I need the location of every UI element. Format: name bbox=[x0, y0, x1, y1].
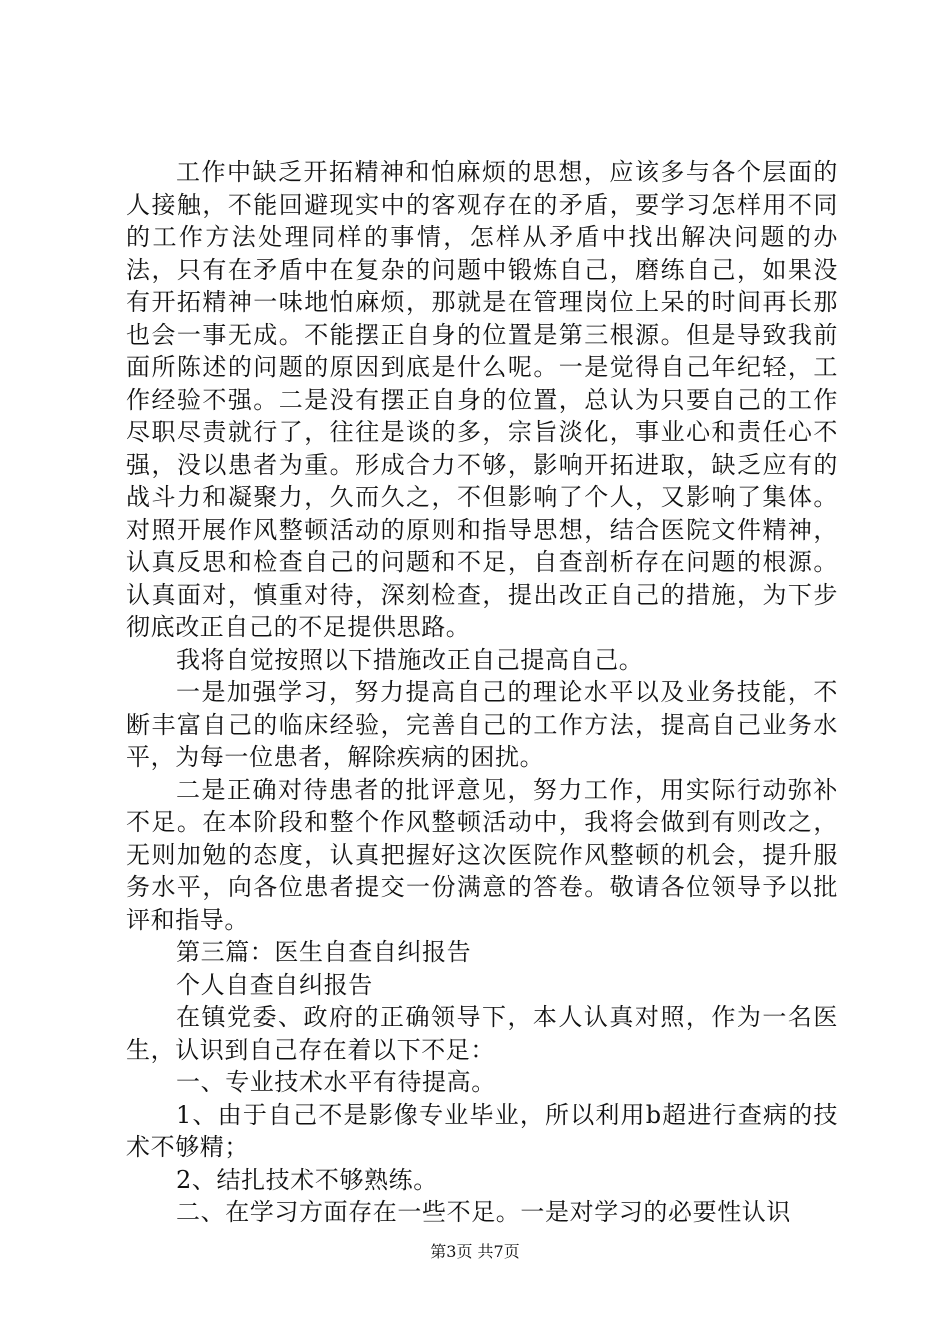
item-skill-one: 1、由于自己不是影像专业毕业，所以利用b超进行查病的技术不够精； bbox=[126, 1100, 838, 1161]
item-skill-two: 2、结扎技术不够熟练。 bbox=[176, 1165, 438, 1194]
paragraph-measure-two: 二是正确对待患者的批评意见，努力工作，用实际行动弥补不足。在本阶段和整个作风整顿活动中，我将会做到有则改之，无则加勉的态度，认真把握好这次医院作风整顿的机会，提升服务水平，向各位患者提交一份满意的答卷。敬请各位领导予以批评和指导。 bbox=[126, 775, 838, 934]
item-skill-heading: 一、专业技术水平有待提高。 bbox=[176, 1068, 496, 1096]
document-body bbox=[126, 156, 838, 1229]
page-number-footer: 第3页 共7页 bbox=[430, 1242, 520, 1261]
paragraph-work-analysis: 工作中缺乏开拓精神和怕麻烦的思想，应该多与各个层面的人接触，不能回避现实中的客观存在的矛盾，要学习怎样用不同的工作方法处理同样的事情，怎样从矛盾中找出解决问题的办法，只有在矛盾中在复杂的问题中锻炼自己，磨练自己，如果没有开拓精神一味地怕麻烦，那就是在管理岗位上呆的时间再长那也会一事无成。不能摆正自身的位置是第三根源。但是导致我前面所陈述的问题的原因到底是什么呢。一是觉得自己年纪轻，工作经验不强。二是没有摆正自身的位置，总认为只要自己的工作尽职尽责就行了，往往是谈的多，宗旨淡化，事业心和责任心不强，没以患者为重。形成合力不够，影响开拓进取，缺乏应有的战斗力和凝聚力，久而久之，不但影响了个人，又影响了集体。对照开展作风整顿活动的原则和指导思想，结合医院文件精神，认真反思和检查自己的问题和不足，自查剖析存在问题的根源。认真面对，慎重对待，深刻检查，提出改正自己的措施，为下步彻底改正自己的不足提供思路。 bbox=[126, 158, 838, 641]
item-study-heading: 二、在学习方面存在一些不足。一是对学习的必要性认识 bbox=[176, 1198, 791, 1226]
paragraph-measures-intro: 我将自觉按照以下措施改正自己提高自己。 bbox=[176, 645, 644, 674]
section-heading: 第三篇：医生自查自纠报告 bbox=[176, 938, 472, 966]
report-title: 个人自查自纠报告 bbox=[176, 970, 373, 999]
paragraph-report-intro: 在镇党委、政府的正确领导下，本人认真对照，作为一名医生，认识到自己存在着以下不足： bbox=[126, 1003, 838, 1064]
paragraph-measure-one: 一是加强学习，努力提高自己的理论水平以及业务技能，不断丰富自己的临床经验，完善自己的工作方法，提高自己业务水平，为每一位患者，解除疾病的困扰。 bbox=[126, 678, 838, 771]
